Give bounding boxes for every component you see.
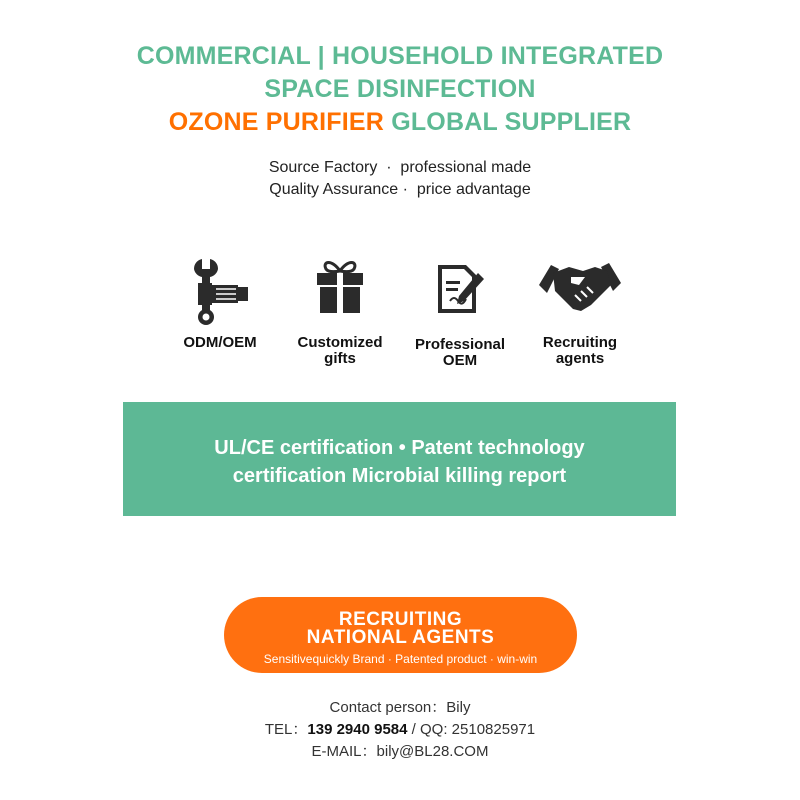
document-pen-icon: [430, 255, 490, 327]
email-address[interactable]: bily@BL28.COM: [376, 743, 489, 760]
email-label: E-MAIL：: [311, 743, 377, 760]
recruiting-agents-button[interactable]: [224, 597, 577, 673]
feature-row: [160, 255, 640, 375]
cta-line-2: NATIONAL AGENTS: [306, 627, 495, 648]
qq-number: / QQ: 2510825971: [407, 721, 536, 738]
headline-line-1: COMMERCIAL | HOUSEHOLD INTEGRATED: [136, 42, 664, 70]
feature-customized-gifts: [280, 255, 400, 367]
contact-email: [0, 741, 800, 763]
cta-subtitle: Sensitivequickly Brand · Patented product · win-win: [263, 652, 538, 666]
handshake-icon: [535, 255, 625, 327]
wrench-hand-icon: [190, 255, 250, 327]
headline-highlight: OZONE PURIFIER: [168, 108, 385, 136]
contact-person: [0, 697, 800, 719]
headline-line-2: SPACE DISINFECTION: [264, 75, 536, 103]
contact-person-name: Bily: [446, 699, 471, 716]
feature-label: Recruiting agents: [542, 334, 618, 367]
feature-professional-oem: [400, 255, 520, 369]
gift-box-icon: [310, 255, 370, 327]
feature-label: Professional OEM: [414, 336, 506, 369]
certification-line-2: certification Microbial killing report: [232, 465, 567, 487]
feature-label: Customized gifts: [297, 334, 383, 367]
tel-number[interactable]: 139 2940 9584: [307, 721, 408, 738]
contact-person-label: Contact person：: [329, 699, 447, 716]
contact-phone: [0, 719, 800, 741]
tagline-line-2: Quality Assurance · price advantage: [269, 181, 531, 198]
certification-line-1: UL/CE certification • Patent technology: [214, 437, 585, 459]
tel-label: TEL：: [264, 721, 308, 738]
feature-recruiting-agents: [520, 255, 640, 367]
feature-label: ODM/OEM: [183, 334, 257, 351]
certification-panel: [123, 402, 676, 516]
tagline-line-1: Source Factory · professional made: [268, 159, 532, 176]
headline-line-3: [0, 106, 800, 139]
headline-rest: GLOBAL SUPPLIER: [384, 108, 632, 136]
cta-line-1: RECRUITING: [338, 609, 463, 630]
feature-odm-oem: [160, 255, 280, 351]
